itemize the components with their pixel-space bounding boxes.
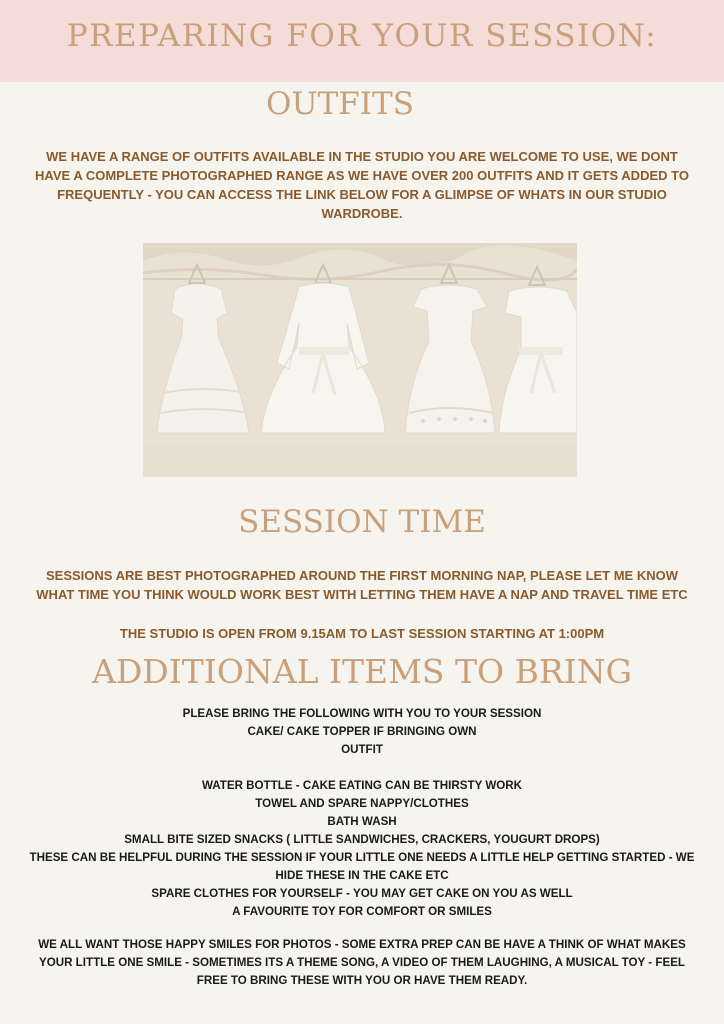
items-list: [20, 705, 704, 921]
list-item: CAKE/ CAKE TOPPER IF BRINGING OWN: [247, 725, 477, 738]
outfits-description: WE HAVE A RANGE OF OUTFITS AVAILABLE IN THE STUDIO YOU ARE WELCOME TO USE, WE DONT HAVE A COMPLETE PHOTOGRAPHED RANGE AS WE HAVE OVER 200 OUTFITS AND IT GETS ADDED TO FREQUENTLY - YOU CAN ACCESS THE LINK BELOW FOR A GLIMPSE OF WHATS IN OUR STUDIO WARDROBE.: [35, 149, 689, 221]
wardrobe-dresses-photo: [143, 243, 577, 477]
items-intro: PLEASE BRING THE FOLLOWING WITH YOU TO YOUR SESSION: [182, 707, 542, 720]
studio-hours: THE STUDIO IS OPEN FROM 9.15AM TO LAST SESSION STARTING AT 1:00PM: [119, 626, 605, 641]
list-item: THESE CAN BE HELPFUL DURING THE SESSION IF YOUR LITTLE ONE NEEDS A LITTLE HELP GETTING STARTED - WE HIDE THESE IN THE CAKE ETC: [29, 851, 695, 882]
list-item: BATH WASH: [327, 815, 397, 828]
list-item: WATER BOTTLE - CAKE EATING CAN BE THIRSTY WORK: [201, 779, 523, 792]
list-item: TOWEL AND SPARE NAPPY/CLOTHES: [255, 797, 469, 810]
outfits-heading: OUTFITS: [266, 86, 414, 122]
list-spacer: [20, 759, 704, 777]
list-item: OUTFIT: [341, 743, 383, 756]
closing-note: WE ALL WANT THOSE HAPPY SMILES FOR PHOTOS - SOME EXTRA PREP CAN BE HAVE A THINK OF WHAT MAKES YOUR LITTLE ONE SMILE - SOMETIMES ITS A THEME SONG, A VIDEO OF THEM LAUGHING, A MUSICAL TOY - FEEL FREE TO BRING THESE WITH YOU OR HAVE THEM READY.: [38, 938, 686, 987]
list-item: SMALL BITE SIZED SNACKS ( LITTLE SANDWICHES, CRACKERS, YOUGURT DROPS): [124, 833, 600, 846]
additional-items-heading: ADDITIONAL ITEMS TO BRING: [92, 652, 632, 691]
session-time-heading: SESSION TIME: [238, 504, 486, 540]
list-item: SPARE CLOTHES FOR YOURSELF - YOU MAY GET CAKE ON YOU AS WELL: [151, 887, 573, 900]
page-title: PREPARING FOR YOUR SESSION:: [66, 18, 658, 54]
session-time-description: SESSIONS ARE BEST PHOTOGRAPHED AROUND THE FIRST MORNING NAP, PLEASE LET ME KNOW WHAT TIME YOU THINK WOULD WORK BEST WITH LETTING THEM HAVE A NAP AND TRAVEL TIME ETC: [36, 568, 688, 602]
list-item: A FAVOURITE TOY FOR COMFORT OR SMILES: [232, 905, 492, 918]
